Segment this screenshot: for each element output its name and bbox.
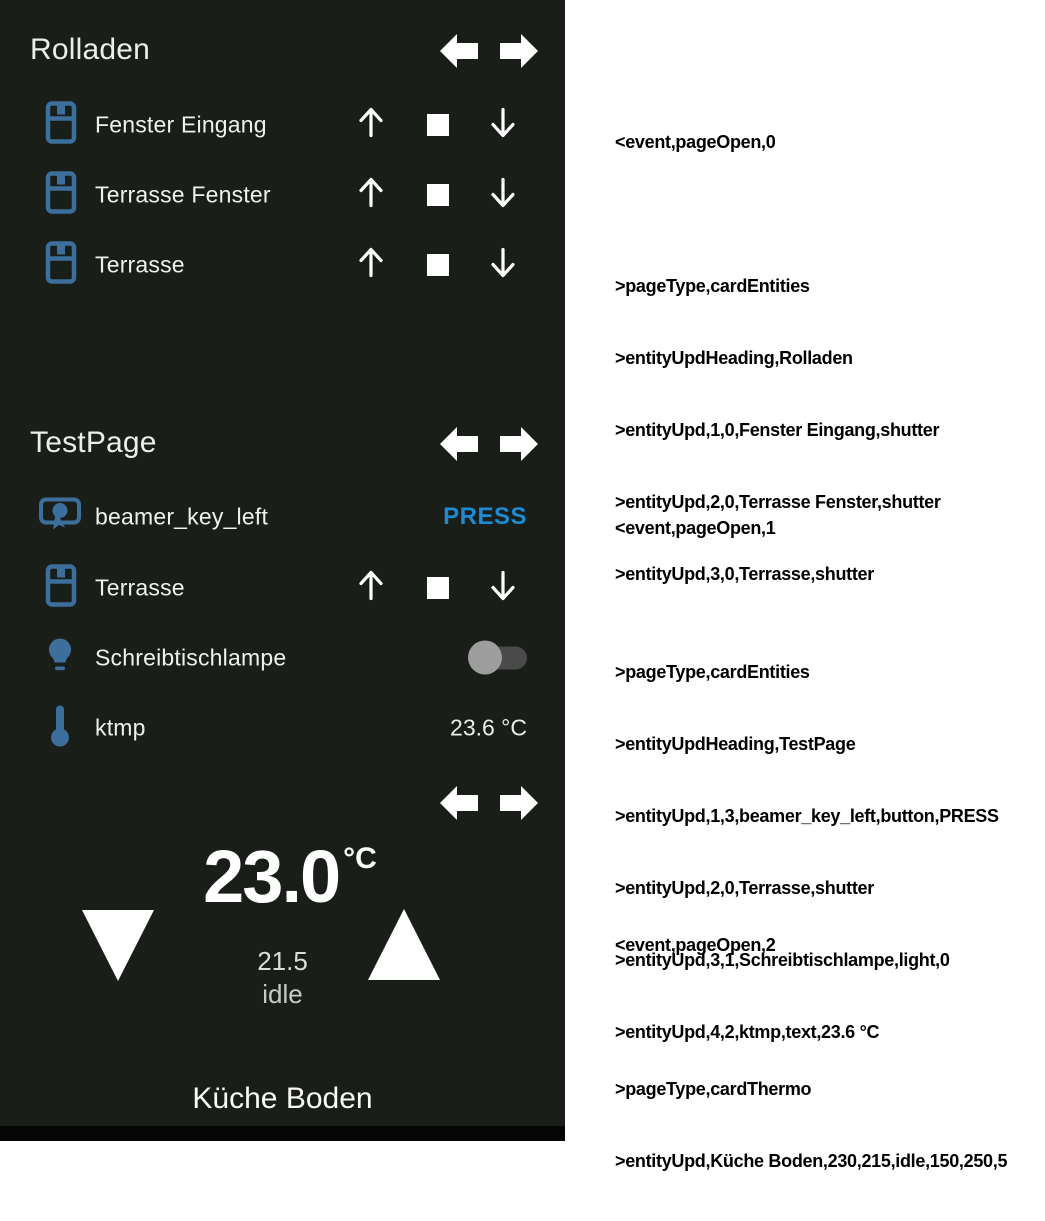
arrow-left-icon xyxy=(440,786,478,820)
entity-row xyxy=(0,230,565,300)
shutter-down-button[interactable] xyxy=(486,245,520,286)
card2-nav-right-button[interactable] xyxy=(500,427,538,461)
window-shutter-icon xyxy=(44,100,78,151)
shutter-stop-button[interactable] xyxy=(427,577,449,599)
shutter-down-button[interactable] xyxy=(486,175,520,216)
log-line: >entityUpd,3,1,Schreibtischlampe,light,0 xyxy=(615,950,950,970)
entity-row xyxy=(0,623,565,693)
arrow-right-icon xyxy=(500,427,538,461)
arrow-down-icon xyxy=(486,175,520,211)
arrow-left-icon xyxy=(440,427,478,461)
arrow-up-icon xyxy=(354,175,388,211)
shutter-up-button[interactable] xyxy=(354,105,388,146)
arrow-up-icon xyxy=(354,245,388,281)
temperature-unit: °C xyxy=(343,842,377,875)
log-line: >entityUpd,1,3,beamer_key_left,button,PRESS xyxy=(615,806,999,826)
window-shutter-icon xyxy=(44,170,78,221)
shutter-down-button[interactable] xyxy=(486,105,520,146)
entity-label: Terrasse Fenster xyxy=(95,181,271,208)
log-line: >entityUpdHeading,TestPage xyxy=(615,734,856,754)
card1-heading: Rolladen xyxy=(30,33,151,66)
log-line: >entityUpd,2,0,Terrasse,shutter xyxy=(615,878,874,898)
log-line: >pageType,cardThermo xyxy=(615,1079,812,1099)
entity-label: Fenster Eingang xyxy=(95,111,267,138)
log-line: >pageType,cardEntities xyxy=(615,276,810,296)
log-line: >entityUpd,2,0,Terrasse Fenster,shutter xyxy=(615,492,941,512)
entity-row xyxy=(0,482,565,552)
card3-nav-left-button[interactable] xyxy=(440,786,478,820)
gesture-tap-button-icon xyxy=(38,495,82,540)
log-line: >pageType,cardEntities xyxy=(615,662,810,682)
card2-nav-left-button[interactable] xyxy=(440,427,478,461)
entity-value: 23.6 °C xyxy=(450,714,527,741)
light-toggle[interactable] xyxy=(470,647,527,670)
card2-heading: TestPage xyxy=(30,426,157,459)
arrow-right-icon xyxy=(500,786,538,820)
log-gap xyxy=(615,202,941,226)
setpoint-temperature: 21.5 xyxy=(257,946,308,976)
log-line: >entityUpd,1,0,Fenster Eingang,shutter xyxy=(615,420,940,440)
entity-label: Terrasse xyxy=(95,251,185,278)
shutter-up-button[interactable] xyxy=(354,568,388,609)
arrow-left-icon xyxy=(440,34,478,68)
entity-row xyxy=(0,553,565,623)
arrow-up-icon xyxy=(354,568,388,604)
toggle-knob xyxy=(468,641,502,675)
arrow-up-icon xyxy=(354,105,388,141)
log-block-page2 xyxy=(615,885,1007,1221)
entity-label: beamer_key_left xyxy=(95,503,269,530)
panel-bottom-strip xyxy=(0,1126,565,1141)
log-gap xyxy=(615,588,999,612)
entity-label: Schreibtischlampe xyxy=(95,644,287,671)
entity-label: Terrasse xyxy=(95,574,185,601)
card3-nav-right-button[interactable] xyxy=(500,786,538,820)
card1-nav-right-button[interactable] xyxy=(500,34,538,68)
current-temperature-value: 23.0 xyxy=(203,835,340,918)
entity-row xyxy=(0,90,565,160)
log-gap xyxy=(615,1005,1007,1029)
shutter-stop-button[interactable] xyxy=(427,114,449,136)
shutter-up-button[interactable] xyxy=(354,245,388,286)
shutter-stop-button[interactable] xyxy=(427,184,449,206)
entity-label: ktmp xyxy=(95,714,146,741)
thermostat-name: Küche Boden xyxy=(192,1082,373,1115)
entity-row xyxy=(0,160,565,230)
thermometer-icon xyxy=(50,704,70,753)
arrow-down-icon xyxy=(486,245,520,281)
log-line: >entityUpd,Küche Boden,230,215,idle,150,250,5 xyxy=(615,1151,1008,1171)
log-line: >entityUpd,3,0,Terrasse,shutter xyxy=(615,564,874,584)
log-line: >entityUpd,4,2,ktmp,text,23.6 °C xyxy=(615,1022,880,1042)
arrow-down-icon xyxy=(486,568,520,604)
shutter-down-button[interactable] xyxy=(486,568,520,609)
log-line: <event,pageOpen,0 xyxy=(615,132,776,152)
lightbulb-icon xyxy=(46,637,74,680)
arrow-down-icon xyxy=(486,105,520,141)
log-line: >entityUpdHeading,Rolladen xyxy=(615,348,853,368)
card1-nav-left-button[interactable] xyxy=(440,34,478,68)
current-temperature xyxy=(170,835,410,918)
log-line: <event,pageOpen,2 xyxy=(615,935,776,955)
window-shutter-icon xyxy=(44,240,78,291)
window-shutter-icon xyxy=(44,563,78,614)
log-line: <event,pageOpen,1 xyxy=(615,518,776,538)
shutter-up-button[interactable] xyxy=(354,175,388,216)
shutter-stop-button[interactable] xyxy=(427,254,449,276)
hvac-status: idle xyxy=(262,979,303,1009)
entity-row xyxy=(0,693,565,763)
press-button[interactable]: PRESS xyxy=(443,503,527,530)
arrow-right-icon xyxy=(500,34,538,68)
